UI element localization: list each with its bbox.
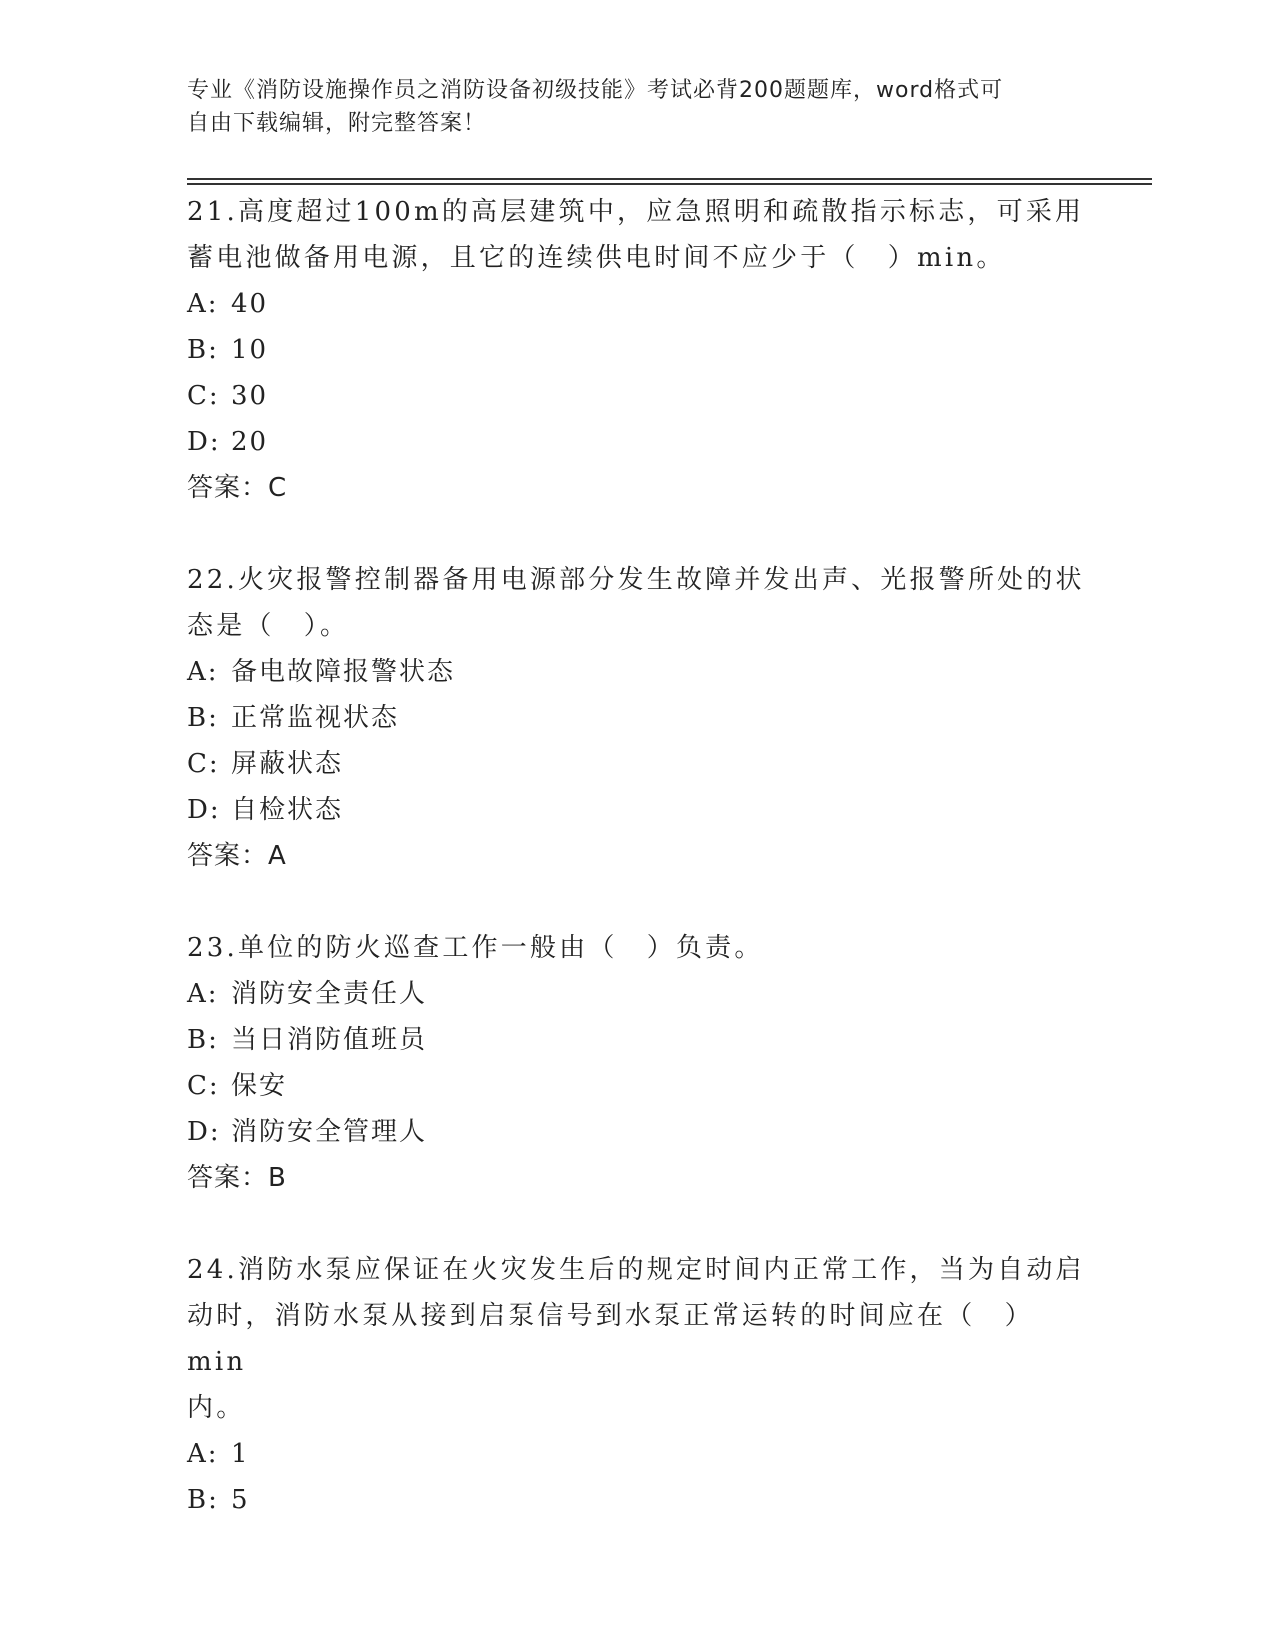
question-stem-line: 24.消防水泵应保证在火灾发生后的规定时间内正常工作，当为自动启	[187, 1255, 1085, 1285]
option-key: B:	[187, 1025, 219, 1055]
question-spacer	[187, 879, 1087, 925]
option-key: C:	[187, 749, 220, 779]
question-stem-line: 内。	[187, 1393, 246, 1423]
option-text: 备电故障报警状态	[231, 657, 456, 687]
answer-key: 答案：B	[187, 1163, 287, 1193]
option-text: 10	[231, 335, 269, 365]
option-text: 屏蔽状态	[231, 749, 344, 779]
option-text: 5	[231, 1485, 250, 1515]
option-key: B:	[187, 703, 219, 733]
question-spacer	[187, 511, 1087, 557]
option-key: C:	[187, 1071, 220, 1101]
answer-option	[187, 787, 1087, 833]
header-divider-top	[187, 178, 1152, 180]
answer-option	[187, 373, 1087, 419]
question-spacer	[187, 1201, 1087, 1247]
question-stem-line: 态是（ ）。	[187, 611, 350, 641]
question-block	[187, 557, 1087, 925]
option-key: A:	[187, 1439, 219, 1469]
question-list	[187, 189, 1087, 1523]
question-stem-line: 蓄电池做备用电源，且它的连续供电时间不应少于（ ）min。	[187, 243, 1006, 273]
answer-option	[187, 649, 1087, 695]
answer-key: 答案：C	[187, 473, 288, 503]
question-stem-line: 21.高度超过100m的高层建筑中，应急照明和疏散指示标志，可采用	[187, 197, 1085, 227]
option-key: A:	[187, 289, 219, 319]
answer-option	[187, 695, 1087, 741]
header-line-2: 自由下载编辑，附完整答案！	[187, 111, 487, 136]
question-block	[187, 925, 1087, 1247]
option-text: 1	[231, 1439, 250, 1469]
answer-key: 答案：A	[187, 841, 287, 871]
option-text: 自检状态	[231, 795, 344, 825]
option-text: 保安	[231, 1071, 288, 1101]
option-text: 30	[231, 381, 269, 411]
option-text: 20	[231, 427, 269, 457]
option-text: 消防安全责任人	[231, 979, 428, 1009]
answer-option	[187, 327, 1087, 373]
option-key: B:	[187, 335, 219, 365]
answer-option	[187, 1477, 1087, 1523]
header-line-1: 专业《消防设施操作员之消防设备初级技能》考试必背200题题库，word格式可	[187, 78, 1004, 103]
option-key: D:	[187, 795, 221, 825]
question-block	[187, 189, 1087, 557]
answer-option	[187, 1431, 1087, 1477]
option-key: A:	[187, 657, 219, 687]
option-key: D:	[187, 1117, 221, 1147]
option-key: B:	[187, 1485, 219, 1515]
answer-option	[187, 971, 1087, 1017]
option-text: 消防安全管理人	[231, 1117, 428, 1147]
option-key: D:	[187, 427, 221, 457]
option-key: A:	[187, 979, 219, 1009]
option-key: C:	[187, 381, 220, 411]
option-text: 40	[231, 289, 269, 319]
header-divider-bottom	[187, 183, 1152, 185]
option-text: 当日消防值班员	[231, 1025, 428, 1055]
question-stem-line: 动时，消防水泵从接到启泵信号到水泵正常运转的时间应在（ ）min	[187, 1301, 1034, 1377]
answer-option	[187, 741, 1087, 787]
answer-option	[187, 1017, 1087, 1063]
question-stem-line: 22.火灾报警控制器备用电源部分发生故障并发出声、光报警所处的状	[187, 565, 1085, 595]
document-header	[187, 74, 1067, 140]
question-stem-line: 23.单位的防火巡查工作一般由（ ）负责。	[187, 933, 764, 963]
answer-option	[187, 1109, 1087, 1155]
answer-option	[187, 281, 1087, 327]
answer-option	[187, 1063, 1087, 1109]
option-text: 正常监视状态	[231, 703, 400, 733]
answer-option	[187, 419, 1087, 465]
question-block	[187, 1247, 1087, 1523]
